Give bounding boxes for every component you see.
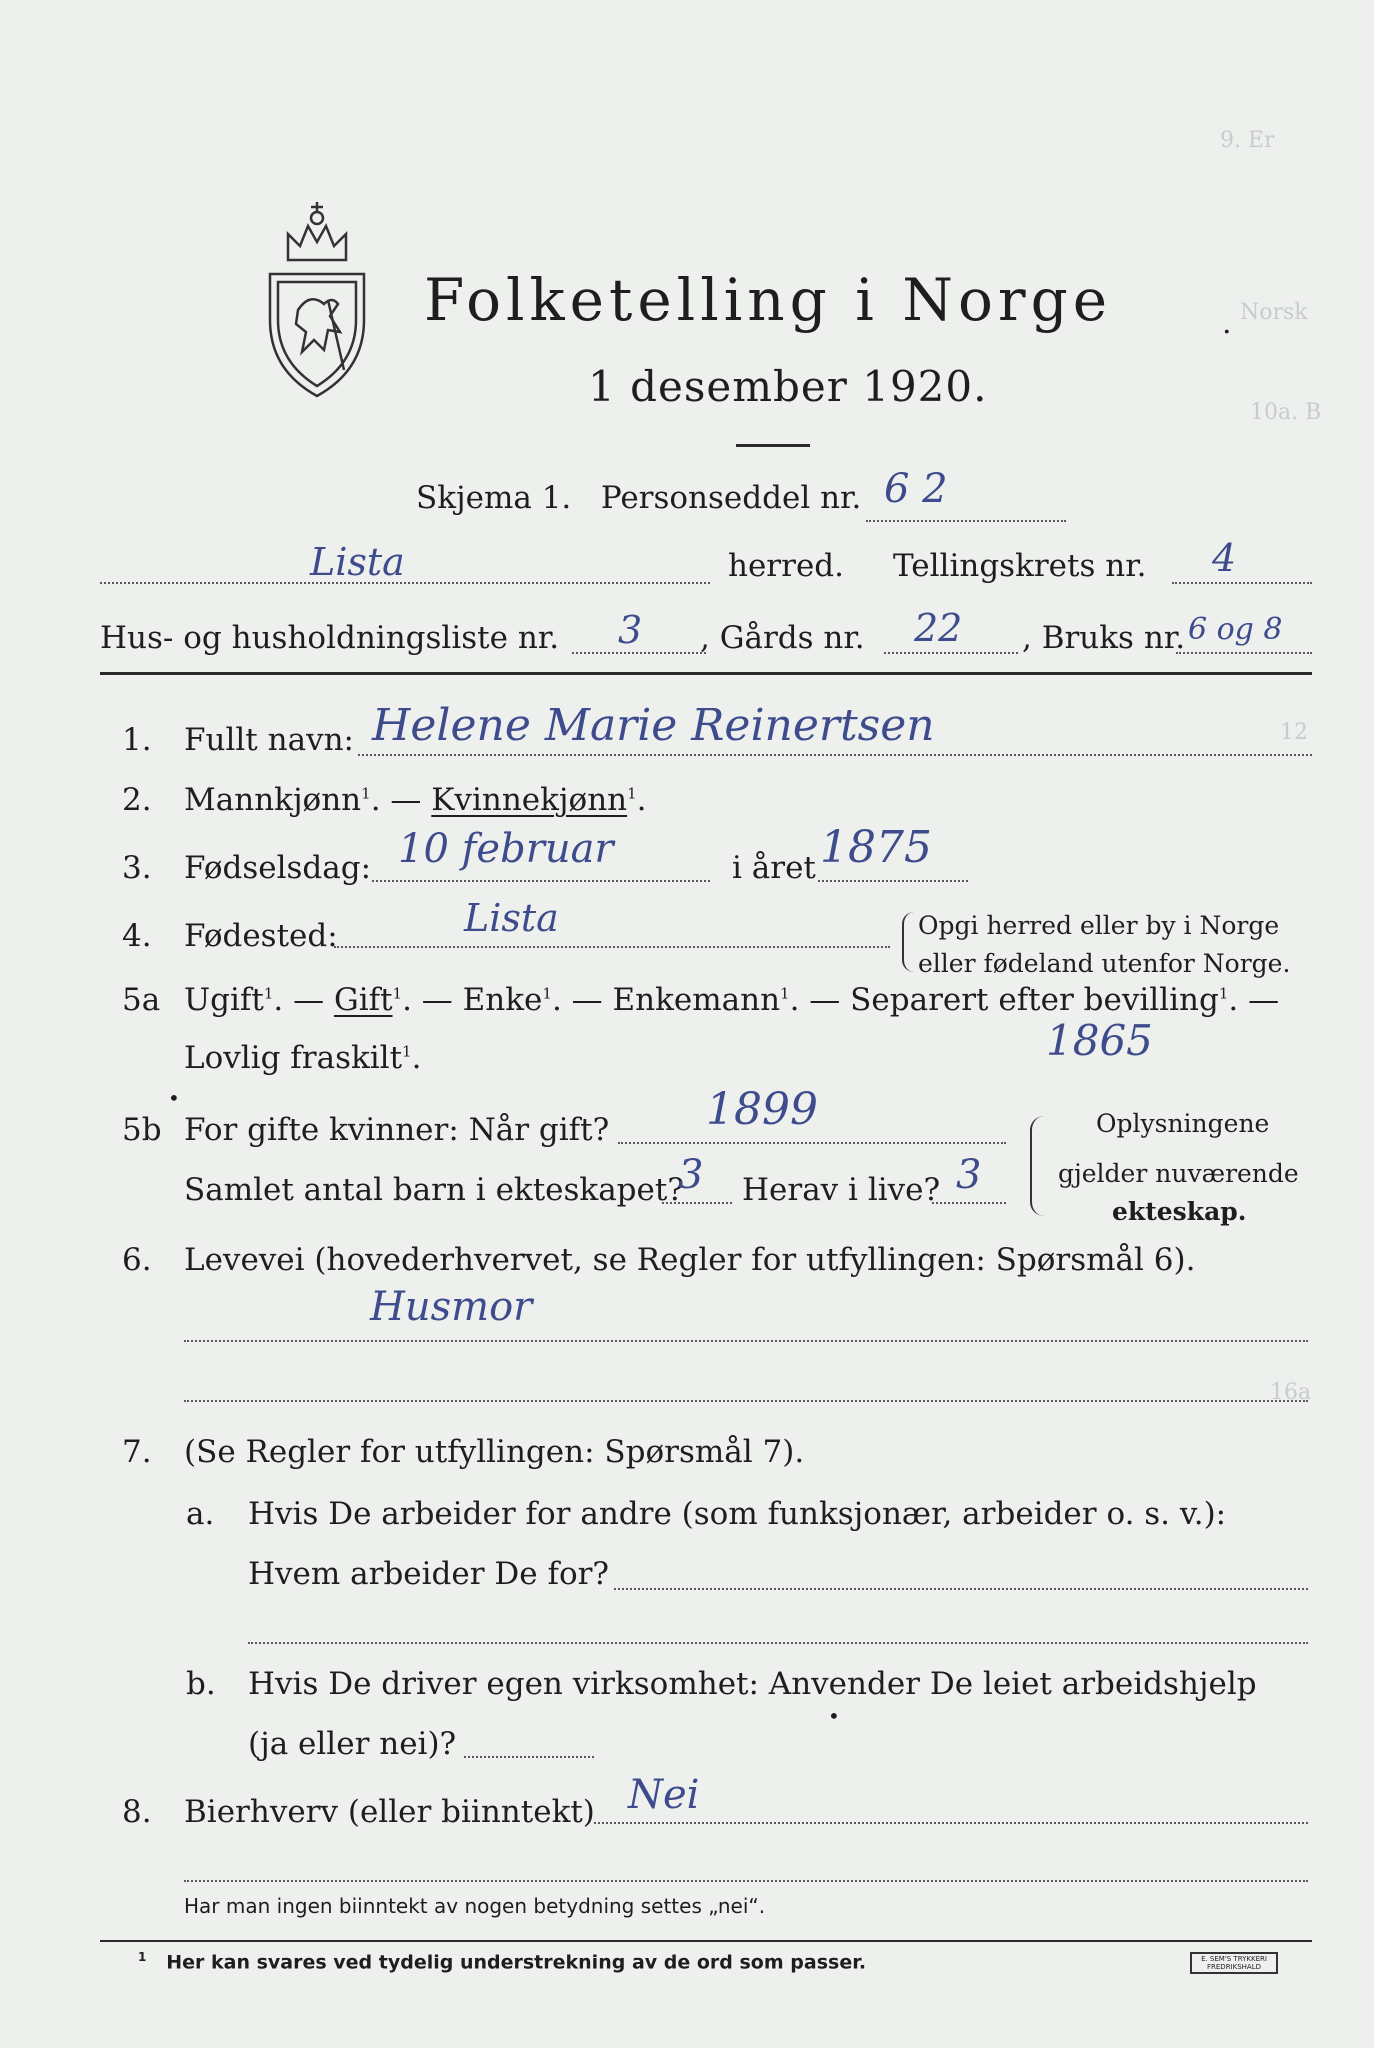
q6-line-2 xyxy=(184,1400,1308,1402)
q5a-enkemann[interactable]: Enkemann xyxy=(612,982,781,1018)
q4-hint-2: eller fødeland utenfor Norge. xyxy=(918,949,1291,978)
q5a-enke[interactable]: Enke xyxy=(462,982,543,1018)
personseddel-label: Personseddel nr. xyxy=(600,480,862,516)
q5a-margin-note: 1865 xyxy=(1046,1016,1153,1065)
footnote-text: Her kan svares ved tydelig understrekning av de ord som passer. xyxy=(166,1951,867,1974)
husliste-label: Hus- og husholdningsliste nr. xyxy=(100,620,560,656)
q3-number: 3. xyxy=(122,850,152,886)
q5a-number: 5a xyxy=(122,982,161,1018)
herred-line xyxy=(100,582,710,584)
tellingskrets-label: Tellingskrets nr. xyxy=(893,548,1147,584)
q5b-children-line xyxy=(662,1202,732,1204)
q5b-alive-line xyxy=(932,1202,1006,1204)
q2-separator: . — xyxy=(370,782,432,818)
q5b-married-line xyxy=(618,1142,1006,1144)
q6-number: 6. xyxy=(122,1242,152,1278)
q3-birth-year[interactable]: 1875 xyxy=(820,822,932,873)
stray-dot: • xyxy=(168,1086,180,1110)
herred-value[interactable]: Lista xyxy=(310,540,405,584)
q4-hint-1: Opgi herred eller by i Norge xyxy=(918,911,1280,940)
footnote xyxy=(138,1950,866,1973)
q3-day-line xyxy=(372,880,710,882)
q3-year-line xyxy=(818,880,968,882)
q7b-question: (ja eller nei)? xyxy=(248,1726,457,1762)
q3-birth-date[interactable]: 10 februar xyxy=(398,826,614,872)
husliste-line xyxy=(572,652,706,654)
q5a-gift[interactable]: Gift xyxy=(333,982,393,1018)
q5a-fraskilt-line: Lovlig fraskilt$^1$. xyxy=(184,1040,422,1076)
gards-value[interactable]: 22 xyxy=(914,606,963,650)
q5a-sup-3: 1 xyxy=(542,984,552,1003)
q2-mannkjonn[interactable]: Mannkjønn xyxy=(184,782,362,818)
q5a-marital-options: Ugift$^1$. — Gift$^1$. — Enke$^1$. — Enkemann$^1$. — Separert efter bevilling$^1$. — xyxy=(184,982,1280,1018)
q2-number: 2. xyxy=(122,782,152,818)
q5a-separert[interactable]: Separert efter bevilling xyxy=(850,982,1219,1018)
q5b-number: 5b xyxy=(122,1112,162,1148)
q5a-ugift[interactable]: Ugift xyxy=(184,982,264,1018)
q5b-alive-count[interactable]: 3 xyxy=(956,1152,982,1198)
title-divider xyxy=(736,444,810,447)
q1-number: 1. xyxy=(122,722,152,758)
q7b-line xyxy=(464,1756,594,1758)
q1-label: Fullt navn: xyxy=(184,722,354,758)
bruks-value[interactable]: 6 og 8 xyxy=(1188,612,1283,647)
tellingskrets-line xyxy=(1172,582,1312,584)
q4-number: 4. xyxy=(122,918,152,954)
norway-coat-of-arms-icon xyxy=(258,200,376,400)
q1-full-name[interactable]: Helene Marie Reinertsen xyxy=(372,700,935,751)
gards-label: , Gårds nr. xyxy=(700,620,865,656)
q4-brace xyxy=(902,912,914,972)
q7-label: (Se Regler for utfyllingen: Spørsmål 7). xyxy=(184,1434,805,1470)
q8-side-income[interactable]: Nei xyxy=(628,1772,700,1818)
q4-label: Fødested: xyxy=(184,918,338,954)
header-divider xyxy=(100,672,1312,675)
q1-line xyxy=(358,754,1312,756)
q5a-sup-6: 1 xyxy=(402,1042,412,1061)
husliste-value[interactable]: 3 xyxy=(618,608,643,652)
herred-label: herred. xyxy=(728,548,844,584)
q7a-line-2 xyxy=(248,1642,1308,1644)
q3-year-label: i året xyxy=(732,850,816,886)
tellingskrets-value[interactable]: 4 xyxy=(1212,536,1237,580)
q7a-question: Hvem arbeider De for? xyxy=(248,1556,610,1592)
q5b-hint-1: Oplysningene xyxy=(1096,1109,1270,1138)
biinntekt-note: Har man ingen biinntekt av nogen betydning settes „nei“. xyxy=(184,1894,766,1918)
q5a-sup-1: 1 xyxy=(263,984,274,1003)
q5b-alive-label: Herav i live? xyxy=(742,1172,941,1208)
q5b-children-count[interactable]: 3 xyxy=(678,1152,704,1198)
q5a-sup-4: 1 xyxy=(780,984,790,1003)
q2-sup-a: 1 xyxy=(361,784,371,803)
q5b-hint-3: ekteskap. xyxy=(1112,1197,1247,1226)
q2-sup-b: 1 xyxy=(627,784,637,803)
q7a-number: a. xyxy=(186,1496,215,1532)
q2-kvinnekjonn[interactable]: Kvinnekjønn xyxy=(431,782,628,818)
q6-line-1 xyxy=(184,1340,1308,1342)
skjema-line xyxy=(416,480,861,516)
q3-label: Fødselsdag: xyxy=(184,850,372,886)
q4-birthplace[interactable]: Lista xyxy=(464,896,559,940)
q6-label: Levevei (hovederhvervet, se Regler for utfyllingen: Spørsmål 6). xyxy=(184,1242,1196,1278)
printer-stamp: E. SEM'S TRYKKERI FREDRIKSHALD xyxy=(1190,1952,1278,1974)
q8-line-2 xyxy=(184,1880,1308,1882)
q2-end: . xyxy=(636,782,647,818)
q7a-label: Hvis De arbeider for andre (som funksjonær, arbeider o. s. v.): xyxy=(248,1496,1227,1532)
q8-line-1 xyxy=(594,1822,1308,1824)
q7b-label: Hvis De driver egen virksomhet: Anvender De leiet arbeidshjelp xyxy=(248,1666,1257,1702)
q5a-sup-2: 1 xyxy=(392,984,403,1003)
form-title: Folketelling i Norge xyxy=(424,266,1113,334)
personseddel-line xyxy=(866,520,1066,522)
q7a-line-1 xyxy=(614,1588,1308,1590)
stray-dot-2: • xyxy=(828,1704,840,1728)
q5b-brace xyxy=(1030,1116,1044,1216)
skjema-label: Skjema 1. xyxy=(416,480,572,516)
q5b-children-label: Samlet antal barn i ekteskapet? xyxy=(184,1172,684,1208)
q2-gender-options xyxy=(184,782,647,818)
census-date: 1 desember 1920. xyxy=(588,362,988,411)
q5b-label: For gifte kvinner: Når gift? xyxy=(184,1112,610,1148)
q7b-number: b. xyxy=(186,1666,216,1702)
personseddel-value[interactable]: 6 2 xyxy=(884,466,948,512)
bruks-line xyxy=(1176,652,1312,654)
q7-number: 7. xyxy=(122,1434,152,1470)
census-form-page: 9. Er Norsk 10a. B 12 16a Folketelling i Norge . 1 desember 1920. Skjema 1. Personseddel nr. 6 2 Lista herred. Tellingskrets nr. 4 Hus- og husholdningsliste nr. 3 , Gårds nr. 22 , Bruks nr. 6 og 8 1. Fullt navn: Helene Marie Reinertsen 2. Mannkjønn$^1$. — Kvinnekjønn$^1$. 3. Fødselsdag: 10 februar i året 1875 4. Fødested: Lista Opgi herred eller by i Norge eller fødeland utenfor Norge. 5a Ugift$^1$. — Gift$^1$. — Enke$^1$. — Enkemann$^1$. — Separert efter bevilling$^1$. — Lovlig fraskilt$^1$. 1865 • 5b For gifte kvinner: Når gift? 1899 Samlet antal barn i ekteskapet? 3 Herav i live? 3 Oplysningene gjelder nuværende ekteskap. 6. Levevei (hovederhvervet, se Regler for utfyllingen: Spørsmål 6). Husmor 7. (Se Regler for utfyllingen: Spørsmål 7). a. Hvis De arbeider for andre (som funksjonær, arbeider o. s. v.): Hvem arbeider De for? b. Hvis De driver egen virksomhet: Anvender De leiet arbeidshjelp (ja eller nei)? • 8. Bierhverv (eller biinntekt) Nei Har man ingen biinntekt av nogen betydning settes „nei“. $^1$ Her kan svares ved tydelig understrekning av de ord som passer. E. SEM'S TRYKKERI FREDRIKSHALD xyxy=(0,0,1374,2048)
q4-line xyxy=(334,946,890,948)
bruks-label: , Bruks nr. xyxy=(1022,620,1186,656)
q5b-hint-2: gjelder nuværende xyxy=(1058,1159,1299,1188)
stray-mark: . xyxy=(1222,306,1232,341)
gards-line xyxy=(884,652,1018,654)
footer-divider xyxy=(100,1940,1312,1942)
q5a-lovlig-fraskilt[interactable]: Lovlig fraskilt xyxy=(184,1040,403,1076)
q8-label: Bierhverv (eller biinntekt) xyxy=(184,1794,595,1830)
q8-number: 8. xyxy=(122,1794,152,1830)
q5a-sup-5: 1 xyxy=(1218,984,1229,1003)
q6-occupation[interactable]: Husmor xyxy=(370,1284,533,1330)
q5b-married-year[interactable]: 1899 xyxy=(706,1084,818,1135)
footnote-mark: 1 xyxy=(138,1950,147,1964)
